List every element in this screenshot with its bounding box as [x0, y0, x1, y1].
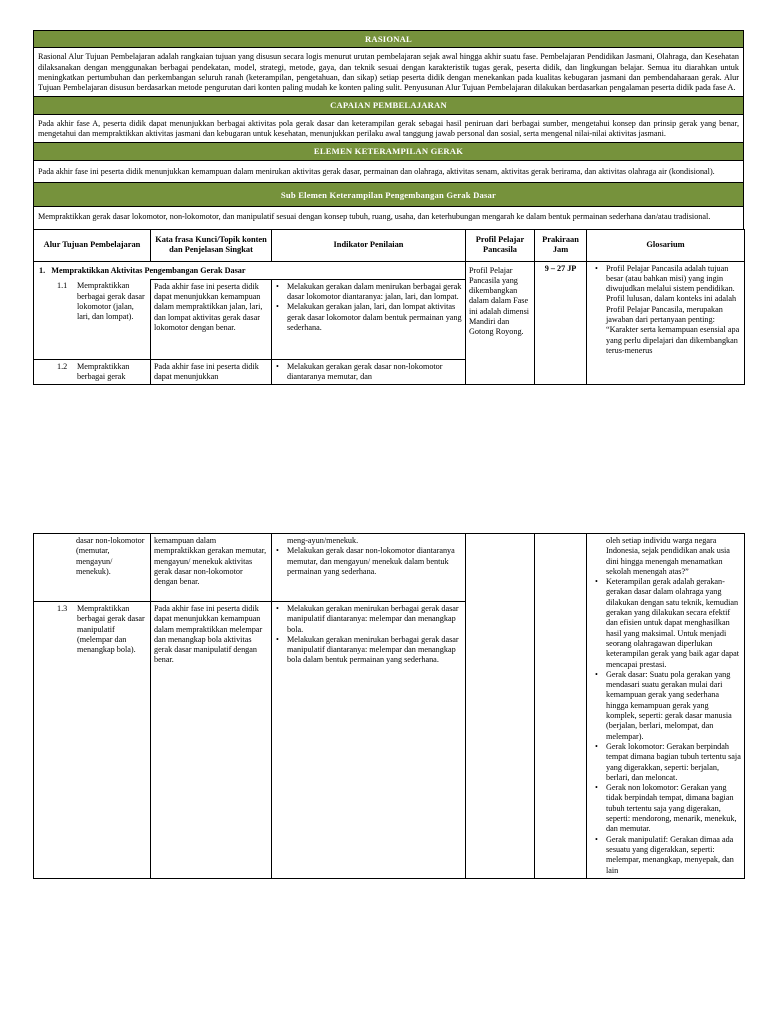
top-table-block — [33, 30, 744, 385]
indikator-item: • Melakukan gerakan menirukan berbagai gerak dasar manipulatif diantaranya: melempar dan menangkap bola dalam bentuk permainan yang sederhana. — [287, 635, 462, 666]
elemen-text: Pada akhir fase ini peserta didik menunjukkan kemampuan dalam menirukan aktivitas gerak dasar, permainan dan olahraga, aktivitas senam, aktivitas gerak berirama, dan aktivitas olahraga air (kondisional). — [34, 160, 744, 182]
bottom-table-block — [33, 533, 744, 879]
row-number: 1.3 — [57, 604, 68, 613]
glosarium-cell — [587, 261, 745, 385]
atp-text: Mempraktikkan berbagai gerak dasar lokomotor (jalan, lari, dan lompat). — [77, 281, 145, 322]
row-number: 1.1 — [57, 281, 68, 291]
atp-cell — [34, 359, 151, 385]
sub-elemen-text: Mempraktikkan gerak dasar lokomotor, non-lokomotor, dan manipulatif sesuai dengan konsep tubuh, ruang, usaha, dan keterhubungan mengarah ke dalam bentuk permainan sederhana dan/atau tradisional. — [34, 207, 744, 229]
kata-cell: Pada akhir fase ini peserta didik dapat menunjukkan kemampuan dalam mempraktikkan melempar dan menangkap bola aktivitas gerak dasar manipulatif dengan benar. — [151, 602, 272, 879]
jam-cell — [535, 534, 587, 879]
indikator-item: • Melakukan gerakan menirukan berbagai gerak dasar manipulatif diantaranya: melempar dan menangkap bola. — [287, 604, 462, 635]
indikator-cell — [272, 359, 466, 385]
col-header-atp: Alur Tujuan Pembelajaran — [34, 229, 151, 261]
atp-table — [33, 229, 745, 386]
sub-elemen-header: Sub Elemen Keterampilan Pengembangan Gerak Dasar — [34, 182, 744, 206]
col-header-kata: Kata frasa Kunci/Topik konten dan Penjelasan Singkat — [151, 229, 272, 261]
kata-cell: Pada akhir fase ini peserta didik dapat menunjukkan — [151, 359, 272, 385]
indikator-item: • Melakukan gerakan jalan, lari, dan lompat aktivitas gerak dasar lokomotor dalam bentuk permainan yang sederhana. — [287, 302, 462, 333]
atp-text: Mempraktikkan berbagai gerak — [77, 361, 130, 382]
col-header-jam: Prakiraan Jam — [535, 229, 587, 261]
col-header-profil: Profil Pelajar Pancasila — [466, 229, 535, 261]
capaian-text: Pada akhir fase A, peserta didik dapat menunjukkan berbagai aktivitas pola gerak dasar dan keterampilan gerak sebagai hasil peniruan dari berbagai sumber, mengetahui konsep dan prinsip gerak yang benar, mengetahui dan mempraktikkan aktivitas jasmani dan kebugaran untuk kesehatan, menunjukkan perilaku awal tanggung jawab personal dan sosial, serta mengenal nilai-nilai aktivitas jasmani. — [34, 114, 744, 143]
profil-cell — [466, 534, 535, 879]
kata-cell: Pada akhir fase ini peserta didik dapat menunjukkan kemampuan dalam mempraktikkan jalan, lari, dan lompat aktivitas gerak dasar lokomotor dengan benar. — [151, 279, 272, 359]
glosarium-item: • Gerak lokomotor: Gerakan berpindah tempat dimana bagian tubuh tertentu saja yang digerakkan, seperti: berjalan, berlari, dan meloncat. — [606, 742, 741, 783]
indikator-item: • Melakukan gerakan gerak dasar non-lokomotor diantaranya memutar, dan — [287, 362, 462, 383]
col-header-indikator: Indikator Penilaian — [272, 229, 466, 261]
indikator-continued: meng-ayun/menekuk. — [287, 536, 359, 545]
glosarium-continued: oleh setiap individu warga negara Indonesia, sejak pendidikan anak usia dini hingga menengah menamatkan sekolah menengah atas?” — [606, 536, 730, 576]
glosarium-item: • Keterampilan gerak adalah gerakan-gerakan dasar dalam olahraga yang dilakukan dengan satu teknik, kemudian gerakan yang dilakukan secara efektif dan efisien untuk dapat menghasilkan hasil yang maksimal. Untuk menjadi seorang olahragawan diperlukan keterampilan gerak yang baik agar dapat mencapai prestasi. — [606, 577, 741, 670]
glosarium-item: • Gerak non lokomotor: Gerakan yang tidak berpindah tempat, dimana bagian tubuh tertentu saja yang digerakan, seperti: mendorong, menarik, menekuk, dan memutar. — [606, 783, 741, 834]
row-number: 1.2 — [57, 361, 68, 371]
elemen-header: ELEMEN KETERAMPILAN GERAK — [34, 143, 744, 160]
indikator-item: • Melakukan gerakan dalam menirukan berbagai gerak dasar lokomotor diantaranya: jalan, lari, dan lompat. — [287, 282, 462, 303]
rasional-text: Rasional Alur Tujuan Pembelajaran adalah rangkaian tujuan yang disusun secara logis menurut urutan pembelajaran sejak awal hingga akhir suatu fase. Pembelajaran Pendidikan Jasmani, Olahraga, dan Kesehatan dilaksanakan dengan menggunakan berbagai pendekatan, model, strategi, metode, gaya, dan teknik sesuai dengan karakteristik tugas gerak, peserta didik, dan lingkungan belajar. Semua itu diarahkan untuk meningkatkan pertumbuhan dan perkembangan seluruh ranah (keterampilan, pengetahuan, dan sikap) setiap peserta didik dengan menekankan pada kualitas kebugaran jasmani dan pembendaharaan gerak. Alur Tujuan Pembelajaran disusun berdasarkan metode pengurutan dari konten paling mudah ke konten paling sulit. Penyusunan Alur Tujuan Pembelajaran dilakukan berdasarkan pengalaman peserta didik pada fase A. — [34, 48, 744, 97]
glosarium-item: • Gerak dasar: Suatu pola gerakan yang mendasari suatu gerakan mulai dari kemampuan gerak yang sederhana hingga kemampuan gerak yang komplek, seperti: gerak dasar manusia (berjalan, berlari, melompat, dan melempar). — [606, 670, 741, 742]
atp-cell: dasar non-lokomotor (memutar, mengayun/ menekuk). — [34, 534, 151, 602]
glosarium-item: • Gerak manipulatif: Gerakan dimaa ada sesuatu yang digerakkan, seperti: melempar, menangkap, menyepak, dan lain — [606, 835, 741, 876]
rasional-header: RASIONAL — [34, 31, 744, 48]
glosarium-cell — [587, 534, 745, 879]
col-header-glosarium: Glosarium — [587, 229, 745, 261]
indikator-item: • Melakukan gerak dasar non-lokomotor diantaranya memutar, dan mengayun/ menekuk dalam bentuk permainan yang sederhana. — [287, 546, 462, 577]
indikator-cell — [272, 602, 466, 879]
indikator-cell — [272, 534, 466, 602]
section-title: 1. Mempraktikkan Aktivitas Pengembangan Gerak Dasar — [34, 261, 466, 279]
atp-cell — [34, 602, 151, 879]
glosarium-item: • Profil Pelajar Pancasila adalah tujuan besar (atau bahkan misi) yang ingin diwujudkan melalui sistem pendidikan. Profil lulusan, dalam konteks ini adalah Profil Pelajar Pancasila, merupakan jawaban dari pertanyaan penting: “Karakter serta kemampuan esensial apa yang perlu dipelajari dan dikembangkan terus-menerus — [606, 264, 741, 357]
capaian-header: CAPAIAN PEMBELAJARAN — [34, 97, 744, 114]
atp-table-continued — [33, 533, 745, 879]
indikator-cell — [272, 279, 466, 359]
jam-cell: 9 – 27 JP — [535, 261, 587, 385]
profil-cell: Profil Pelajar Pancasila yang dikembangkan dalam dalam Fase ini adalah dimensi Mandiri dan Gotong Royong. — [466, 261, 535, 385]
atp-text: Mempraktikkan berbagai gerak dasar manipulatif (melempar dan menangkap bola). — [77, 604, 145, 655]
atp-cell — [34, 279, 151, 359]
header-table — [33, 30, 744, 230]
kata-cell: kemampuan dalam mempraktikkan gerakan memutar, mengayun/ menekuk aktivitas gerak dasar non-lokomotor dengan benar. — [151, 534, 272, 602]
